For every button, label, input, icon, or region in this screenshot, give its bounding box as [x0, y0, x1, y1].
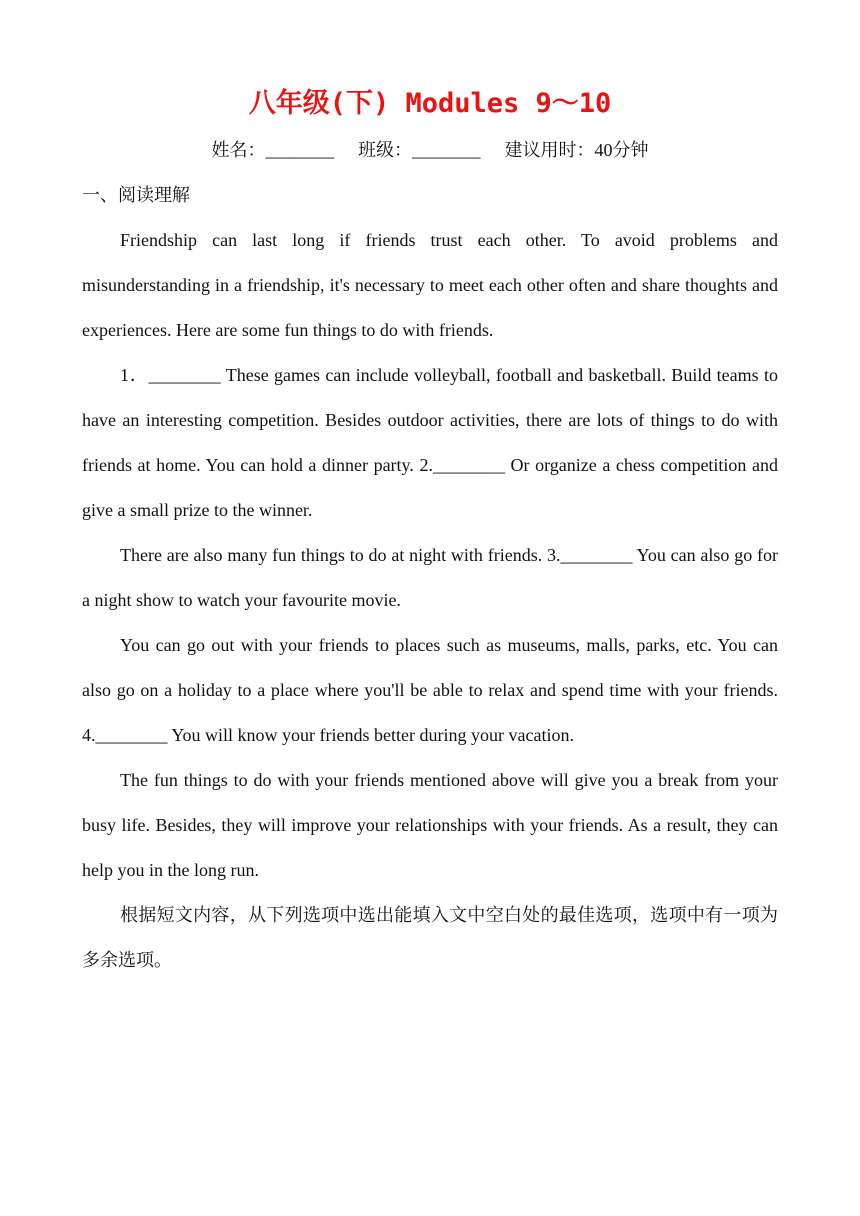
student-info-line	[0, 136, 860, 164]
page-title: 八年级(下) Modules 9～10	[248, 88, 612, 119]
name-label: 姓名：	[211, 140, 266, 160]
section-heading: 一、阅读理解	[82, 185, 190, 205]
class-field	[358, 140, 480, 160]
reading-passage	[82, 218, 778, 983]
passage-paragraph-3: There are also many fun things to do at night with friends. 3.________ You can also go for a night show to watch your favourite movie.	[82, 545, 778, 610]
name-blank: ________	[265, 140, 334, 160]
question-instruction: 根据短文内容，从下列选项中选出能填入文中空白处的最佳选项，选项中有一项为多余选项。	[82, 905, 778, 970]
passage-paragraph-5: The fun things to do with your friends mentioned above will give you a break from your busy life. Besides, they will improve your relationships with your friends. As a result, they can help you in the long run.	[82, 770, 778, 880]
class-label: 班级：	[358, 140, 412, 160]
name-field	[212, 140, 334, 160]
passage-paragraph-4: You can go out with your friends to places such as museums, malls, parks, etc. You can also go on a holiday to a place where you'll be able to relax and spend time with your friends. 4.________ You will know your friends better during your vacation.	[82, 635, 778, 745]
class-blank: ________	[412, 140, 480, 160]
passage-paragraph-1: Friendship can last long if friends trust each other. To avoid problems and misunderstanding in a friendship, it's necessary to meet each other often and share thoughts and experiences. Here are some fun things to do with friends.	[82, 230, 778, 340]
suggested-time: 建议用时：40分钟	[504, 140, 649, 160]
passage-paragraph-2: 1．________ These games can include volleyball, football and basketball. Build teams to have an interesting competition. Besides outdoor activities, there are lots of things to do with friends at home. You can hold a dinner party. 2.________ Or organize a chess competition and give a small prize to the winner.	[82, 365, 778, 520]
